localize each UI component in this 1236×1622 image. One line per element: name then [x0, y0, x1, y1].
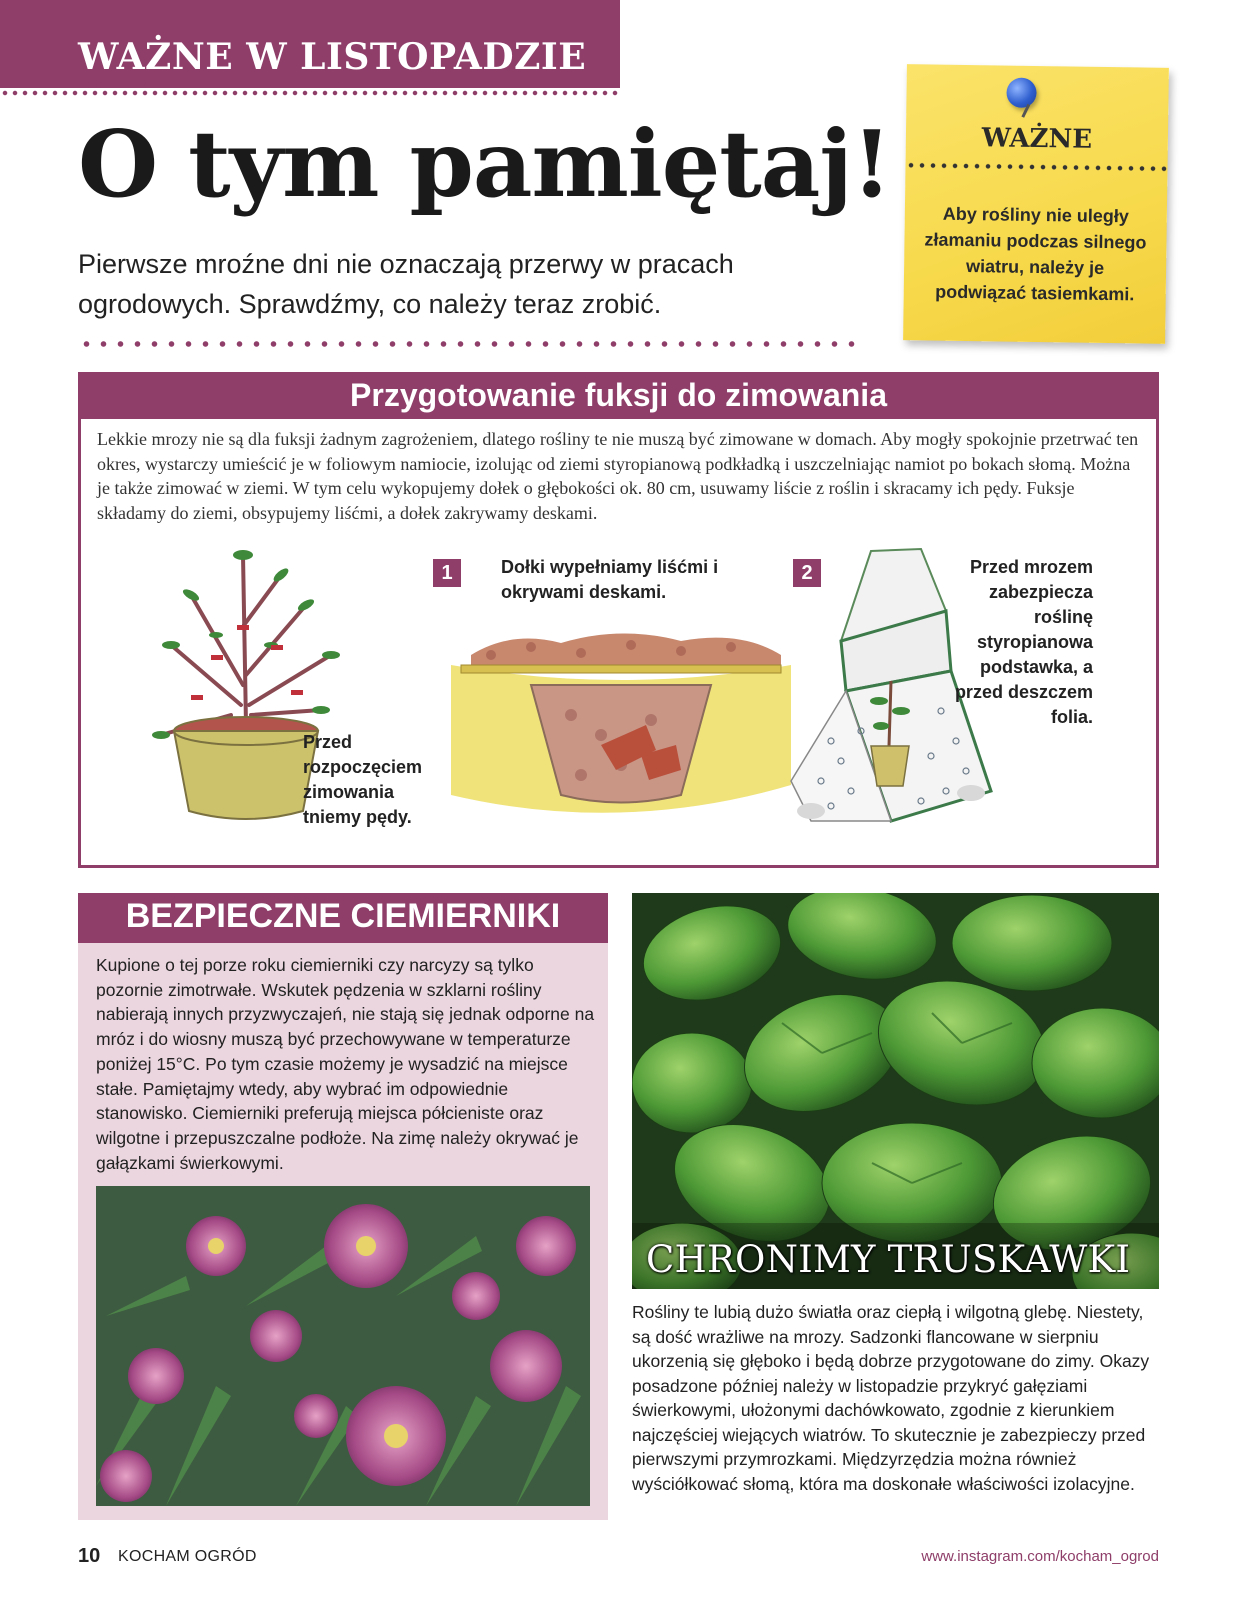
- hellebore-title: BEZPIECZNE CIEMIERNIKI: [125, 897, 561, 935]
- dotted-divider: [78, 340, 858, 348]
- note-dotted-divider: [905, 162, 1167, 172]
- hellebore-section: [78, 943, 608, 1520]
- pushpin-icon: [1006, 78, 1036, 108]
- step-1-badge: 1: [433, 559, 461, 587]
- step-2-caption: Przed mrozem zabezpiecza roślinę styropianowa podstawka, a przed deszczem folia.: [954, 557, 1093, 727]
- fuchsia-title: Przygotowanie fuksji do zimowania: [350, 377, 887, 413]
- fuchsia-body: Lekkie mrozy nie są dla fuksji żadnym zagrożeniem, dlatego rośliny te nie muszą być zimowane w domach. Aby mogły spokojnie przetrwać ten okres, wystarczy umieścić je w foliowym namiocie, izolując od ziemi styropianową podkładką i uszczelniając namiot po bokach słomą. Można je także zimować w ziemi. W tym celu wykopujemy dołek o głębokości ok. 80 cm, usuwamy liście z roślin i skracamy ich pędy. Fuksje składamy do ziemi, obsypujemy liśćmi, a dołek zakrywamy deskami.: [97, 429, 1139, 523]
- magazine-name: KOCHAM OGRÓD: [118, 1548, 257, 1565]
- section-tab: [0, 0, 620, 88]
- section-label: WAŻNE W LISTOPADZIE: [78, 36, 587, 78]
- page-number: 10: [78, 1545, 101, 1567]
- tab-dotted-border: [0, 90, 620, 96]
- instagram-link[interactable]: www.instagram.com/kocham_ogrod: [921, 1548, 1159, 1565]
- prune-caption: Przed rozpoczęciem zimowania tniemy pędy.: [303, 732, 423, 827]
- lead-paragraph: Pierwsze mroźne dni nie oznaczają przerwy w pracach ogrodowych. Sprawdźmy, co należy teraz zrobić.: [78, 249, 734, 319]
- strawberry-plants-photo: [632, 893, 1159, 1289]
- leaf-filled-pit-illustration: [451, 625, 791, 825]
- hellebore-photo: [96, 1186, 590, 1506]
- page-title: O tym pamiętaj!: [78, 110, 892, 218]
- important-note: [903, 64, 1169, 344]
- note-title: WAŻNE: [981, 123, 1093, 155]
- fuchsia-section: [78, 372, 1159, 868]
- strawberry-text: Rośliny te lubią dużo światła oraz ciepłą i wilgotną glebę. Niestety, są dość wrażliwe na mrozy. Sadzonki flancowane w sierpniu ukorzenią się głęboko i będą dobrze przygotowane do zimy. Okazy posadzone później należy w listopadzie przykryć gałęziami świerkowymi, ułożonymi dachówkowato, zgodnie z kierunkiem najczęściej wiejących wiatrów. To skutecznie je zabezpieczy przed pierwszymi przymrozkami. Międzyrzędzia można również wyściółkować słomą, która ma doskonałe właściwości izolacyjne.: [632, 1302, 1150, 1494]
- hellebore-text: Kupione o tej porze roku ciemierniki czy narcyzy są tylko pozornie zimotrwałe. Wskutek pędzenia w szklarni rośliny nabierają innych przyzwyczajeń, nie stają się jednak odporne na mróz i do wiosny muszą być przechowywane w temperaturze poniżej 15°C. Po tym czasie możemy je wysadzić na miejsce stałe. Pamiętajmy wtedy, aby wybrać im odpowiednie stanowisko. Ciemierniki preferują miejsca półcieniste oraz wilgotne i przepuszczalne podłoże. Na zimę należy okrywać je gałązkami świerkowymi.: [96, 955, 595, 1173]
- note-text: Aby rośliny nie uległy złamaniu podczas silnego wiatru, należy je podwiązać tasiemkami.: [924, 203, 1147, 305]
- fuchsia-header: [81, 375, 1156, 419]
- hellebore-header: [78, 893, 608, 943]
- strawberry-title: CHRONIMY TRUSKAWKI: [646, 1238, 1131, 1281]
- step-1-caption: Dołki wypełniamy liśćmi i okrywami deskami.: [501, 557, 719, 602]
- step-2-badge: 2: [793, 559, 821, 587]
